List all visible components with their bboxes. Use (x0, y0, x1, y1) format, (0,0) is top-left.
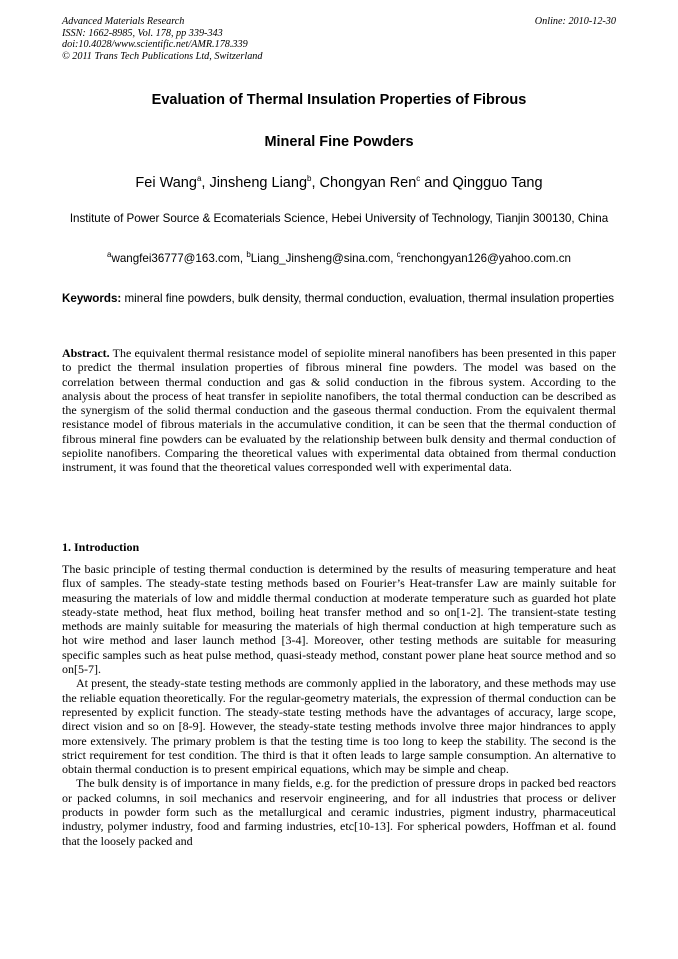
paragraph: At present, the steady-state testing methods are commonly applied in the laboratory, and these methods may use the reliable equation theoretically. For the regular-geometry materials, the expression of thermal conduction can be represented by explicit function. The steady-state testing methods have the advantages of accuracy, large scope, direct vision and so on [8-9]. However, the steady-state testing methods involve three major hindrances to apply more extensively. The primary problem is that the testing time is too long to keep the stability. The second is the strict requirement for test condition. The third is that it often leads to large sample consumption. An alternative to obtain thermal conduction is to present empirical equations, which may be simple and cheap. (62, 676, 616, 777)
abstract-label: Abstract. (62, 346, 110, 360)
email-list (62, 252, 616, 265)
paragraph: The basic principle of testing thermal conduction is determined by the results of measuring temperature and heat flux of samples. The steady-state testing methods based on Fourier’s Heat-transfer Law are mainly suitable for measuring the materials of low and middle thermal conduction at moderate temperature such as guarded hot plate steady-state method, heat flux method, boiling heat transfer method and so on[1-2]. The transient-state testing methods are mainly suitable for measuring the materials of high thermal conduction at high temperature such as hot wire method and laser launch method [3-4]. Moreover, other testing methods are suitable for measuring specific samples such as heat pulse method, quasi-steady method, constant power plane heat source method and so on[5-7]. (62, 562, 616, 677)
copyright-line: © 2011 Trans Tech Publications Ltd, Switzerland (62, 50, 263, 62)
paper-title-line-1: Evaluation of Thermal Insulation Properties of Fibrous (151, 92, 527, 108)
email-sep: , (239, 252, 247, 265)
email-sep: , (390, 252, 397, 265)
journal-header (62, 16, 262, 62)
online-date: Online: 2010-12-30 (534, 16, 616, 27)
author-sup: b (307, 174, 312, 184)
author-name: Qingguo Tang (452, 175, 543, 191)
author-sep: and (420, 175, 453, 191)
keywords-text: mineral fine powders, bulk density, thermal conduction, evaluation, thermal insulation properties (124, 292, 615, 305)
author-name: Jinsheng Liang (209, 175, 308, 191)
author-sep: , (201, 175, 210, 191)
journal-name: Advanced Materials Research (62, 16, 185, 27)
author-name: Fei Wang (135, 175, 197, 191)
keywords-label: Keywords: (62, 292, 122, 305)
abstract-text: The equivalent thermal resistance model of sepiolite mineral nanofibers has been presented in this paper to predict the thermal insulation properties of fibrous mineral fine powders. The model was based on the correlation between thermal conduction and gas & solid conduction in the fibrous system. According to the analysis about the process of heat transfer in sepiolite nanofibers, the total thermal conduction can be described as the synergism of the solid thermal conduction and the gaseous thermal conduction. From the equivalent thermal resistance model of fibrous materials in the accumulative condition, it can be seen that the thermal conduction of fibrous mineral fine powders can be evaluated by the relationship between bulk density and thermal conduction of sepiolite nanofibers. Comparing the theoretical values with experimental data obtained from thermal conduction instrument, it was found that the theoretical values corresponded well with experimental data. (62, 346, 616, 475)
email-sup: b (246, 250, 251, 260)
author-sup: a (196, 174, 202, 184)
affiliation: Institute of Power Source & Ecomaterials Science, Hebei University of Technology, Tianjin 300130, China (69, 212, 609, 225)
paper-title-line-2: Mineral Fine Powders (264, 134, 414, 150)
email-address[interactable]: wangfei36777@163.com (111, 252, 240, 265)
author-name: Chongyan Ren (319, 175, 417, 191)
introduction-body (62, 562, 616, 848)
section-heading: 1. Introduction (62, 540, 140, 554)
email-address[interactable]: renchongyan126@yahoo.com.cn (400, 252, 571, 265)
author-sup: c (416, 174, 421, 184)
keywords (62, 290, 616, 307)
email-sup: c (396, 250, 401, 260)
issn-line: ISSN: 1662-8985, Vol. 178, pp 339-343 (62, 27, 223, 39)
paragraph: The bulk density is of importance in many fields, e.g. for the prediction of pressure drops in packed bed reactors or packed columns, in soil mechanics and reservoir engineering, and for all industries that process or deliver products in powder form such as the metallurgical and ceramic industries, pigment industry, pharmaceutical industry, polymer industry, food and farming industries, etc[10-13]. For spherical powders, Hoffman et al. found that the loosely packed and (62, 776, 616, 848)
author-sep: , (311, 175, 320, 191)
email-sup: a (107, 250, 112, 260)
email-address[interactable]: Liang_Jinsheng@sina.com (250, 252, 391, 265)
abstract (62, 346, 616, 475)
doi-line: doi:10.4028/www.scientific.net/AMR.178.339 (62, 39, 248, 50)
author-list (40, 175, 638, 191)
